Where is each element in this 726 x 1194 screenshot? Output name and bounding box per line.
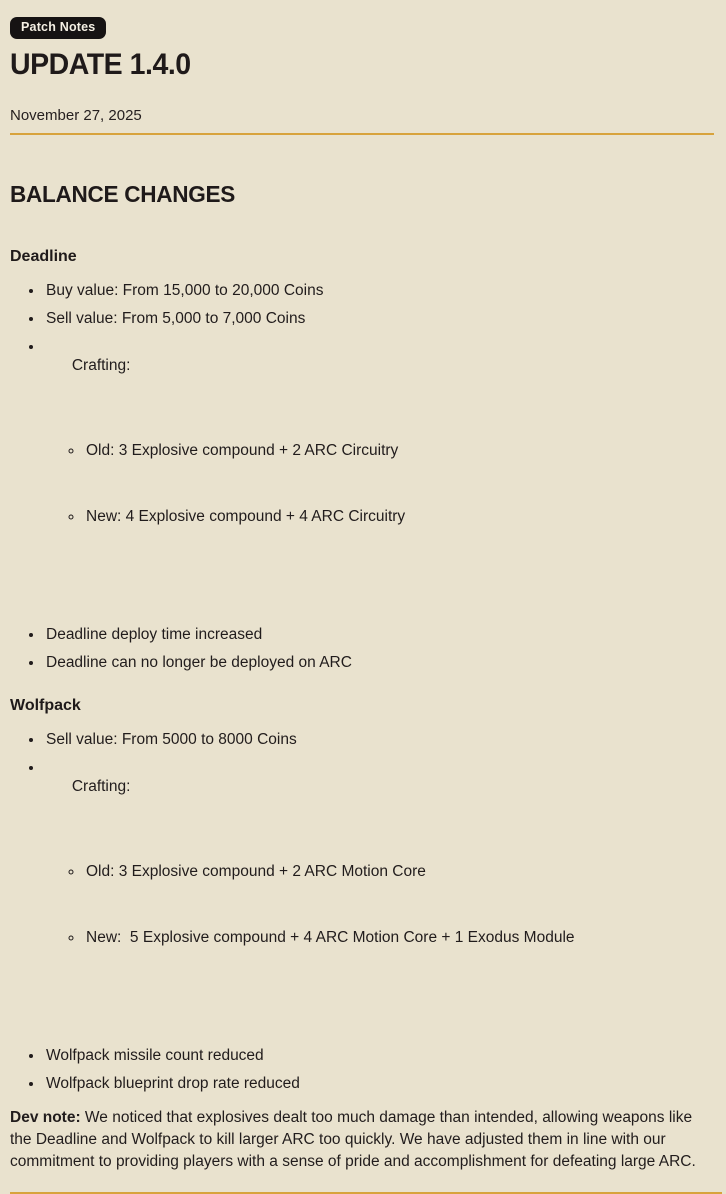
deadline-other-list xyxy=(10,625,714,672)
list-item: • Sell value: From 5000 to 8000 Coins xyxy=(44,730,714,749)
dev-note xyxy=(10,1107,712,1173)
list-item: • Wolfpack blueprint drop rate reduced xyxy=(44,1074,714,1093)
list-item xyxy=(44,758,714,1032)
wolfpack-heading: Wolfpack xyxy=(10,697,81,714)
deadline-heading: Deadline xyxy=(10,248,77,265)
list-item: ◦ Old: 3 Explosive compound + 2 ARC Motion Core xyxy=(84,862,714,881)
wolfpack-changes-list xyxy=(10,730,714,1032)
page-title: UPDATE 1.4.0 xyxy=(10,48,191,81)
list-item: • Deadline deploy time increased xyxy=(44,625,714,644)
deadline-changes-list xyxy=(10,281,714,611)
wolfpack-crafting-sublist xyxy=(46,824,714,994)
list-item: ◦ New: 4 Explosive compound + 4 ARC Circuitry xyxy=(84,507,714,526)
list-item: • Buy value: From 15,000 to 20,000 Coins xyxy=(44,281,714,300)
list-item: • Deadline can no longer be deployed on ARC xyxy=(44,653,714,672)
patch-notes-badge: Patch Notes xyxy=(10,17,106,39)
wolfpack-other-list xyxy=(10,1046,714,1093)
dev-note-text: We noticed that explosives dealt too much damage than intended, allowing weapons like the Deadline and Wolfpack to kill larger ARC too quickly. We have adjusted them in line with our commitment to providing players with a sense of pride and accomplishment for defeating large ARC. xyxy=(10,1109,696,1170)
list-item: • Wolfpack missile count reduced xyxy=(44,1046,714,1065)
list-item: ◦ New: 5 Explosive compound + 4 ARC Motion Core + 1 Exodus Module xyxy=(84,928,714,947)
dev-note-label: Dev note: xyxy=(10,1109,81,1126)
list-item: ◦ Old: 3 Explosive compound + 2 ARC Circuitry xyxy=(84,441,714,460)
balance-changes-heading: BALANCE CHANGES xyxy=(10,181,236,207)
deadline-crafting-sublist xyxy=(46,403,714,573)
list-item-label: Crafting: xyxy=(71,778,131,795)
list-item-label: Crafting: xyxy=(71,357,131,374)
top-divider xyxy=(10,133,714,135)
publish-date: November 27, 2025 xyxy=(10,107,142,124)
list-item xyxy=(44,337,714,611)
list-item: • Sell value: From 5,000 to 7,000 Coins xyxy=(44,309,714,328)
